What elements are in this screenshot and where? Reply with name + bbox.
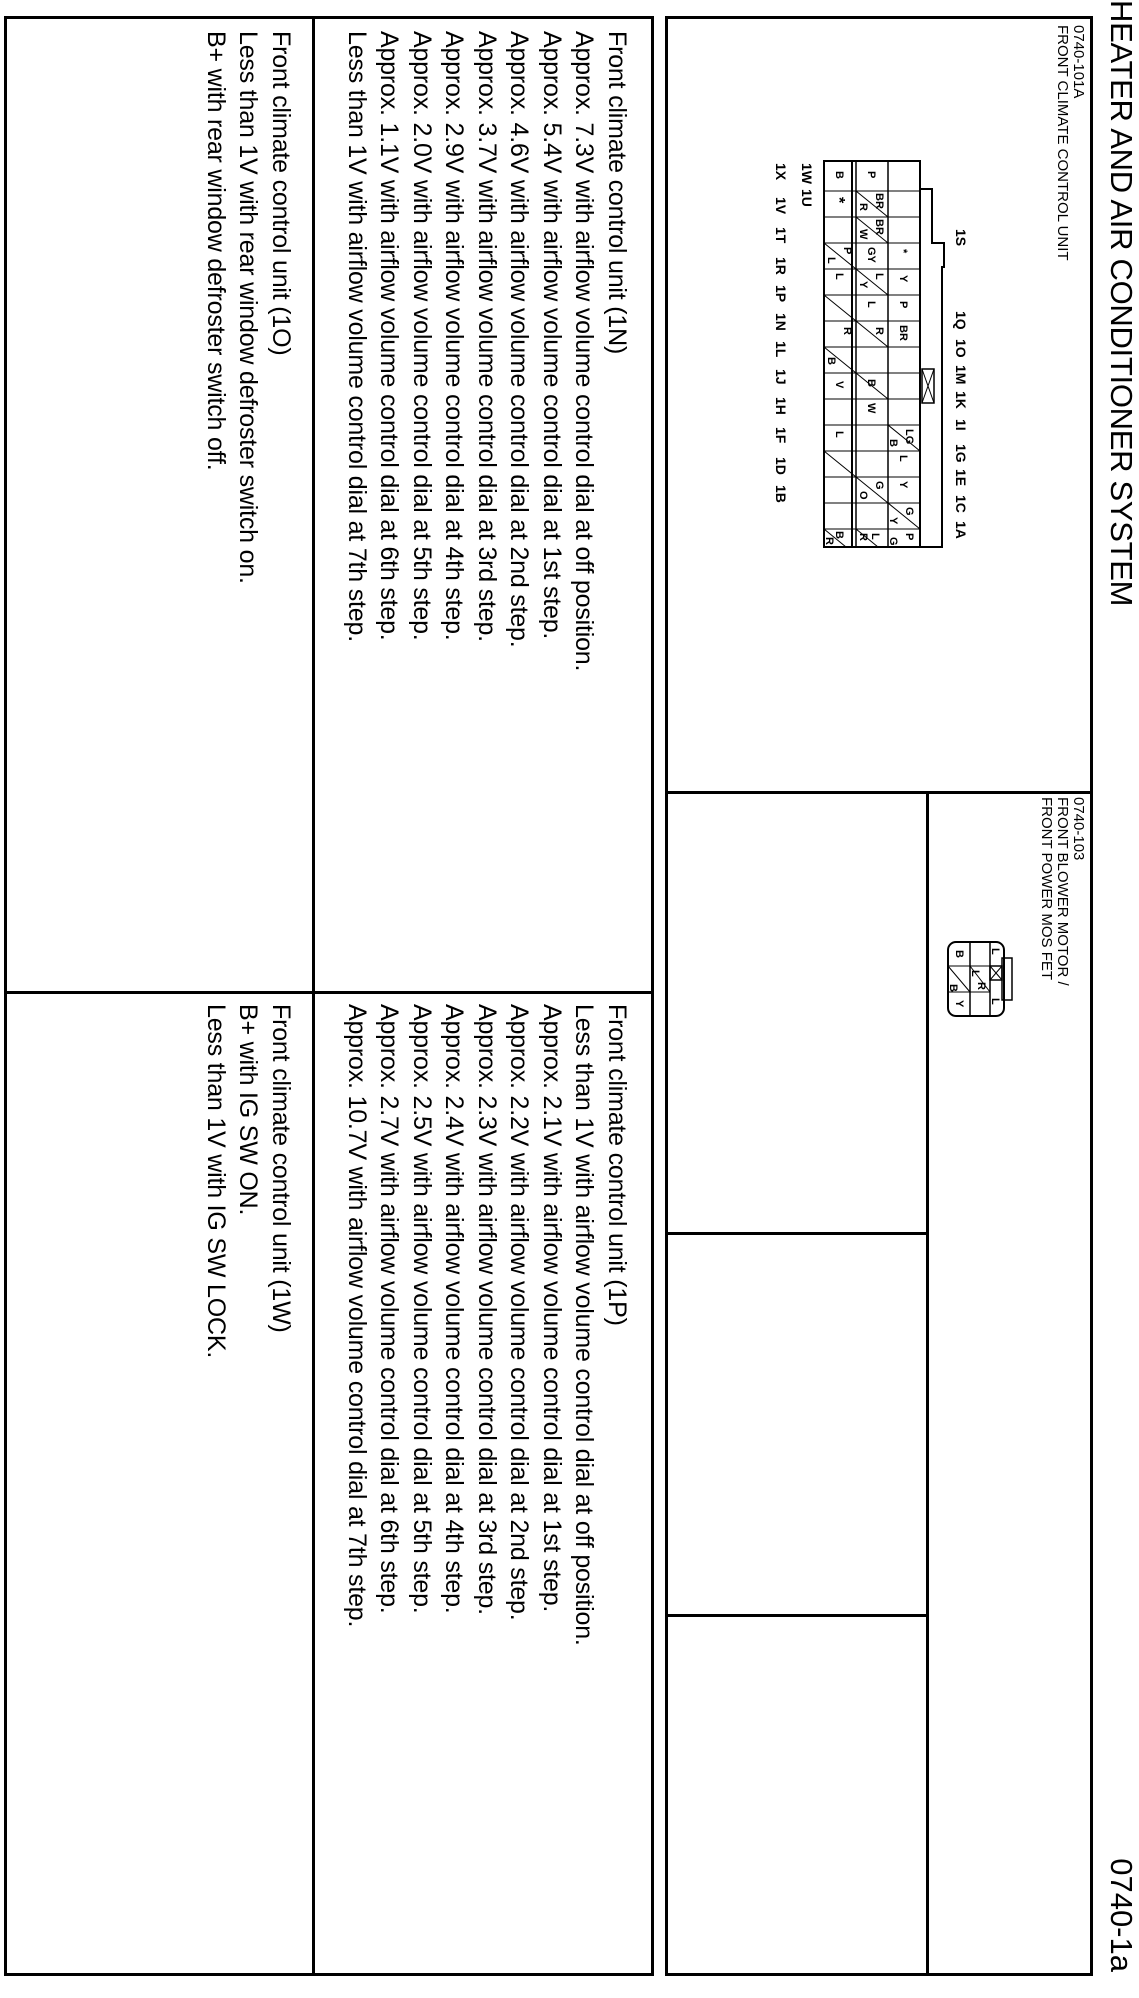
wire-color: V [833,381,845,389]
spec-line: Approx. 2.4V with airflow volume control dial at 4th step. [440,1004,469,1614]
spec-row-divider [312,19,315,1973]
pin-label: 1Q [953,311,969,330]
wire-color: L [989,948,1001,955]
spec-line: Approx. 2.3V with airflow volume control dial at 3rd step. [473,1004,501,1615]
pin-label: 1L [773,341,789,358]
connector-code: 0740-101A [1070,25,1087,99]
pin-label: 1W [799,163,815,184]
wire-color: O [857,491,869,500]
wire-color: * [897,249,909,254]
wire-color: Y [887,517,899,525]
wire-color: W [857,229,869,240]
pin-label: 1V [773,197,789,215]
spec-line: Approx. 3.7V with airflow volume control dial at 3rd step. [473,31,501,642]
pin-label: 1C [953,495,969,513]
connector-code: 0740-103 [1070,797,1087,861]
wire-color: B [947,984,959,992]
wire-color: B [865,379,877,387]
pin-label: 1X [773,163,789,181]
spec-heading: Front climate control unit (1N) [603,31,631,355]
connector-name-line2: FRONT POWER MOS FET [1038,797,1055,981]
spec-line: Approx. 2.5V with airflow volume control dial at 5th step. [408,1004,436,1614]
wire-color: R [841,327,853,335]
spec-heading: Front climate control unit (1O) [267,31,295,356]
wire-color: L [989,998,1001,1005]
pin-label: 1P [773,285,789,303]
spec-block-1w [200,1004,298,1358]
pin-label: 1K [953,391,969,409]
front-blower-motor-connector [930,934,1020,1024]
pin-label: 1G [953,444,969,463]
grid-divider [668,1614,929,1617]
wire-color: BR [873,219,885,235]
wire-color: R [975,982,987,990]
spec-column-divider [7,991,651,994]
spec-line: Less than 1V with airflow volume control dial at off position. [570,1004,599,1646]
spec-line: Approx. 2.1V with airflow volume control dial at 1st step. [538,1004,566,1613]
wire-color: B [887,439,899,447]
wire-color: L [969,970,981,977]
spec-block-1p [341,1004,634,1646]
pin-label: 1E [953,469,969,487]
connector-divider [668,791,1090,794]
pin-label: 1I [953,419,969,431]
spec-line: Less than 1V with IG SW LOCK. [202,1004,230,1359]
spec-line: Approx. 7.3V with airflow volume control dial at off position. [570,31,599,672]
spec-line: Approx. 2.2V with airflow volume control dial at 2nd step. [505,1004,534,1621]
wire-color: R [823,537,835,545]
spec-line: Approx. 2.7V with airflow volume control dial at 6th step. [375,1004,404,1614]
pin-label: 1O [953,339,969,358]
wire-color: R [857,203,869,211]
spec-heading: Front climate control unit (1P) [603,1004,631,1326]
spec-heading: Front climate control unit (1W) [267,1004,295,1333]
wire-color: B [833,171,845,179]
pin-label: 1D [773,457,789,475]
specification-panel [4,16,654,1976]
wire-color: G [903,507,915,516]
spec-block-1o [200,31,298,584]
connector-name: FRONT CLIMATE CONTROL UNIT [1054,25,1071,261]
pin-label: 1N [773,313,789,331]
wire-color: L [825,257,837,264]
wire-color: L [833,273,845,280]
grid-divider [668,1232,929,1235]
wire-color: P [841,247,853,255]
pin-label: 1U [799,189,815,207]
spec-line: Approx. 4.6V with airflow volume control dial at 2nd step. [505,31,534,648]
wire-color: G [873,481,885,490]
wire-color: P [903,533,915,541]
wire-color: B [825,357,837,365]
wire-color: Y [953,1000,965,1008]
pin-label: 1M [953,365,969,385]
wire-color: P [897,301,909,309]
pin-label: 1T [773,227,789,244]
connector-name-line1: FRONT BLOWER MOTOR / [1054,797,1071,986]
wire-color: L [897,455,909,462]
spec-line: Approx. 1.1V with airflow volume control dial at 6th step. [375,31,404,641]
wire-color: P [865,171,877,179]
wire-color: Y [857,281,869,289]
connector-panel [665,16,1093,1976]
front-climate-control-unit-connector [702,159,972,559]
wire-color: Y [897,275,909,283]
page-code: 0740-1a [1104,1858,1139,1972]
pin-label: 1B [773,485,789,503]
wire-color: LG [903,429,915,445]
wire-color: B [953,950,965,958]
wire-color: BR [897,325,909,341]
wire-color: R [857,533,869,541]
pin-label: 1H [773,397,789,415]
pin-label: 1S [953,229,969,247]
wire-color: B [833,531,845,539]
pin-label: 1R [773,257,789,275]
pin-label: 1J [773,369,789,385]
wire-color: Y [897,481,909,489]
wire-color: W [865,403,877,414]
pin-label: 1F [773,427,789,444]
spec-line: Approx. 2.0V with airflow volume control dial at 5th step. [408,31,436,641]
wire-color: R [873,327,885,335]
wire-color: L [873,273,885,280]
wire-color: G [887,537,899,546]
wire-color: L [833,431,845,438]
page-title: HEATER AND AIR CONDITIONER SYSTEM [1104,0,1139,607]
spec-line: Less than 1V with airflow volume control dial at 7th step. [343,31,371,642]
spec-line: Less than 1V with rear window defroster switch on. [234,31,263,584]
spec-line: Approx. 10.7V with airflow volume control dial at 7th step. [343,1004,371,1628]
wire-color: GY [865,247,877,263]
wire-color: L [869,533,881,540]
spec-line: B+ with IG SW ON. [234,1004,263,1216]
spec-line: Approx. 2.9V with airflow volume control dial at 4th step. [440,31,469,641]
spec-block-1n [341,31,634,671]
wire-color: L [865,301,877,308]
spec-line: Approx. 5.4V with airflow volume control dial at 1st step. [538,31,566,640]
connector-row-divider [926,791,929,1973]
wire-color: * [830,197,847,204]
wire-color: BR [873,193,885,209]
spec-line: B+ with rear window defroster switch off. [202,31,230,471]
pin-label: 1A [953,521,969,539]
